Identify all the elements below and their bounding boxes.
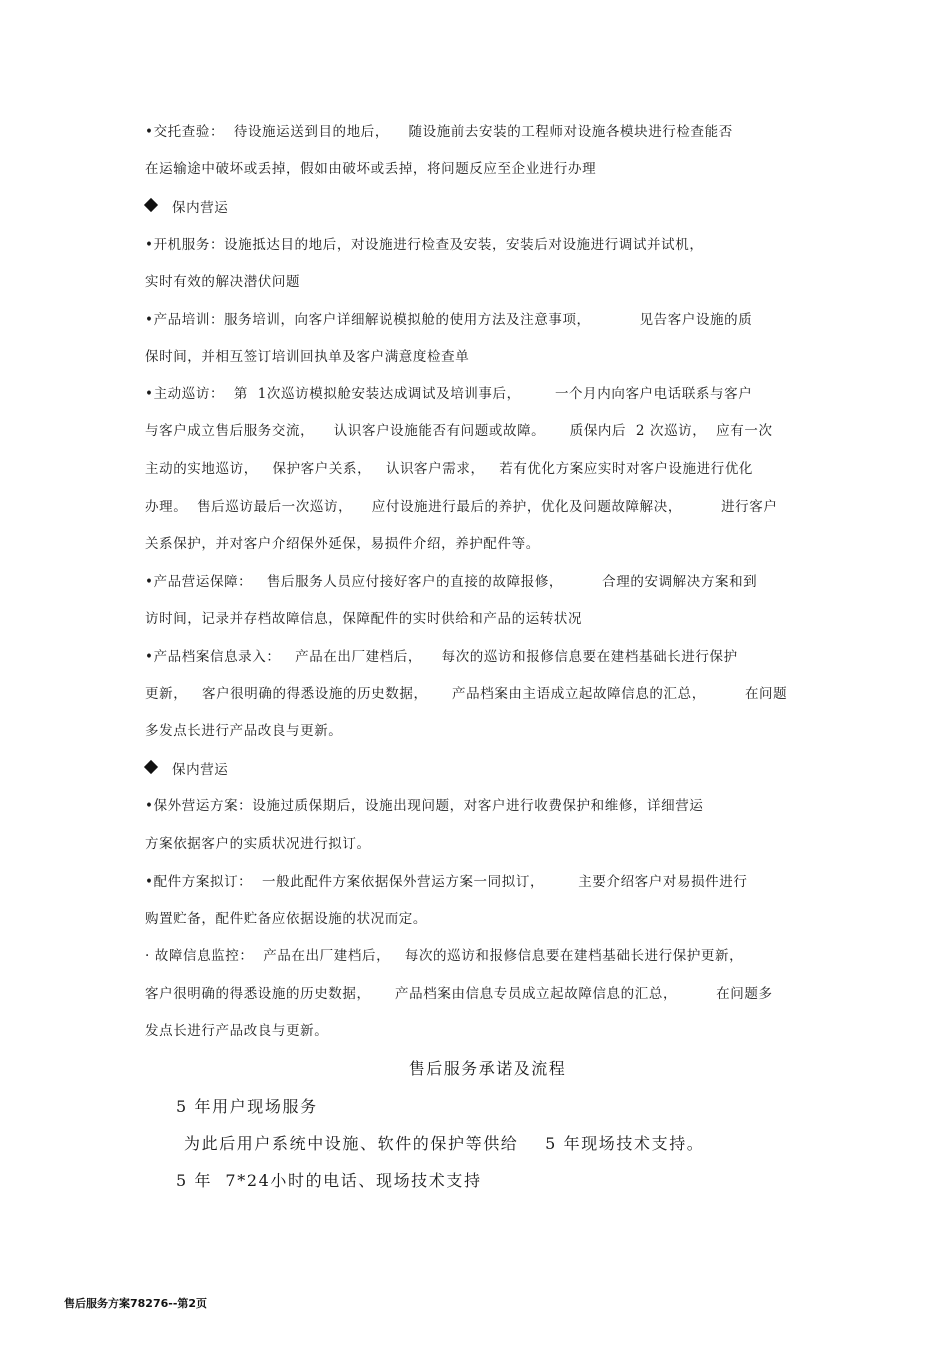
text-line: · 故障信息监控： 产品在出厂建档后， 每次的巡访和报修信息要在建档基础长进行保护更新， xyxy=(145,948,744,964)
text-line: •产品档案信息录入： 产品在出厂建档后， 每次的巡访和报修信息要在建档基础长进行保护 xyxy=(145,649,738,665)
text-line: 办理。 售后巡访最后一次巡访， 应付设施进行最后的养护，优化及问题故障解决， 进行客户 xyxy=(145,499,778,515)
text-line: •保外营运方案：设施过质保期后，设施出现问题，对客户进行收费保护和维修，详细营运 xyxy=(145,798,704,814)
text-line: 发点长进行产品改良与更新。 xyxy=(145,1023,329,1039)
text-line: 关系保护，并对客户介绍保外延保，易损件介绍，养护配件等。 xyxy=(145,536,540,552)
page-footer: 售后服务方案78276--第2页 xyxy=(64,1297,208,1310)
section-heading: 保内营运 xyxy=(172,762,229,778)
text-line: 主动的实地巡访， 保护客户关系， 认识客户需求， 若有优化方案应实时对客户设施进行优化 xyxy=(145,461,754,477)
bullet-diamond-icon xyxy=(144,760,158,774)
commitment-line: 为此后用户系统中设施、软件的保护等供给 5 年现场技术支持。 xyxy=(184,1134,705,1153)
text-line: 多发点长进行产品改良与更新。 xyxy=(145,723,343,739)
commitment-line: 5 年用户现场服务 xyxy=(176,1097,318,1116)
text-line: 购置贮备，配件贮备应依据设施的状况而定。 xyxy=(145,911,427,927)
text-line: •产品营运保障： 售后服务人员应付接好客户的直接的故障报修， 合理的安调解决方案和到 xyxy=(145,574,758,590)
text-line: •配件方案拟订： 一般此配件方案依据保外营运方案一同拟订， 主要介绍客户对易损件进行 xyxy=(145,874,748,890)
text-line: 方案依据客户的实质状况进行拟订。 xyxy=(145,836,371,852)
text-line: 实时有效的解决潜伏问题 xyxy=(145,274,301,290)
text-line: 访时间，记录并存档故障信息，保障配件的实时供给和产品的运转状况 xyxy=(145,611,583,627)
section-title: 售后服务承诺及流程 xyxy=(408,1059,567,1078)
text-line: 客户很明确的得悉设施的历史数据， 产品档案由信息专员成立起故障信息的汇总， 在问题多 xyxy=(145,986,773,1002)
text-line: •交托查验： 待设施运送到目的地后， 随设施前去安装的工程师对设施各模块进行检查能否 xyxy=(145,124,733,140)
text-line: 更新， 客户很明确的得悉设施的历史数据， 产品档案由主语成立起故障信息的汇总， 在问题 xyxy=(145,686,788,702)
text-line: 保时间，并相互签订培训回执单及客户满意度检查单 xyxy=(145,349,470,365)
text-line: •开机服务：设施抵达目的地后，对设施进行检查及安装，安装后对设施进行调试并试机， xyxy=(145,237,704,253)
commitment-line: 5 年 7*24小时的电话、现场技术支持 xyxy=(176,1171,482,1190)
text-line: •产品培训：服务培训，向客户详细解说模拟舱的使用方法及注意事项， 见告客户设施的质 xyxy=(145,312,753,328)
text-line: •主动巡访： 第 1次巡访模拟舱安装达成调试及培训事后， 一个月内向客户电话联系与客户 xyxy=(145,386,753,402)
text-line: 在运输途中破坏或丢掉，假如由破坏或丢掉，将问题反应至企业进行办理 xyxy=(145,161,597,177)
section-heading: 保内营运 xyxy=(172,200,229,216)
text-line: 与客户成立售后服务交流， 认识客户设施能否有问题或故障。 质保内后 2 次巡访， 应有一次 xyxy=(145,423,773,439)
bullet-diamond-icon xyxy=(144,198,158,212)
